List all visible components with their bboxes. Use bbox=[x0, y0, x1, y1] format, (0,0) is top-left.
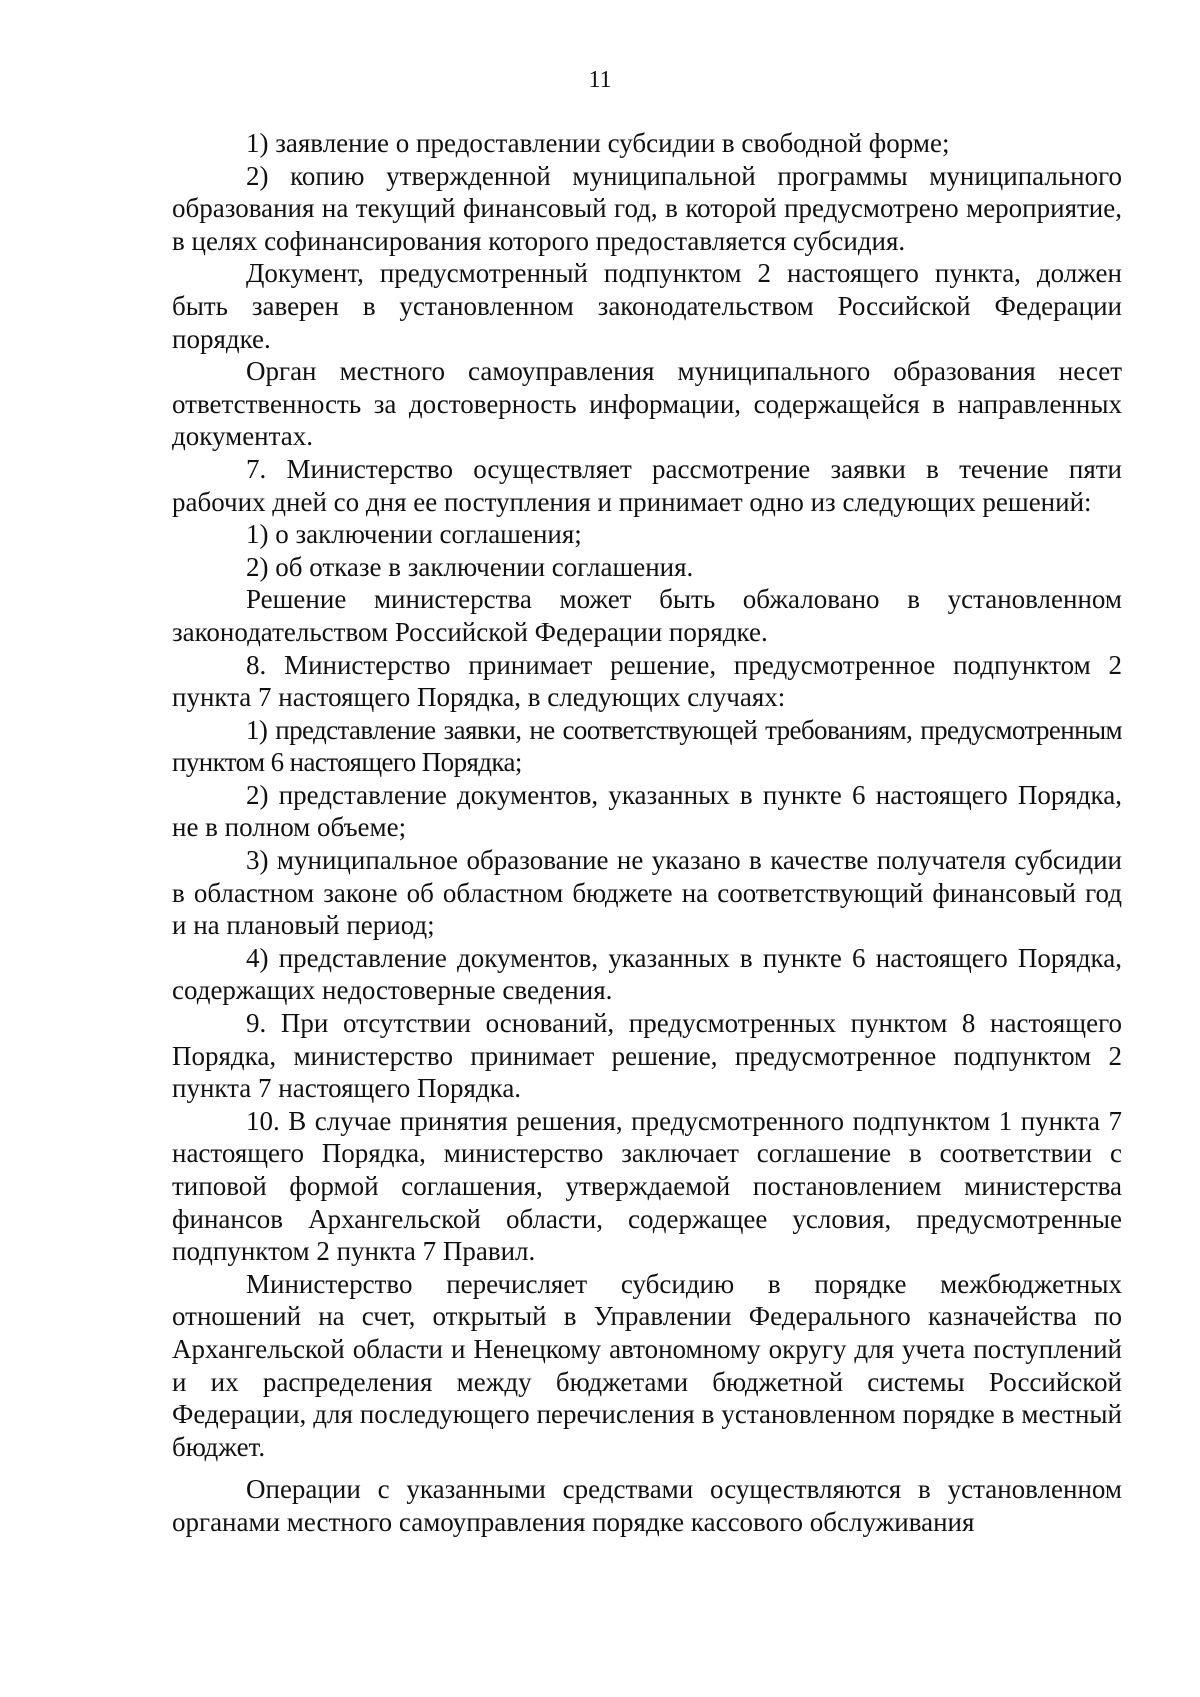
list-item-not-recipient: 3) муниципальное образование не указано в качестве получателя субсидии в областном законе об областном бюджете на соответствующий финансовый год и на плановый период; bbox=[172, 845, 1122, 941]
page-number: 11 bbox=[588, 67, 612, 93]
list-item-refuse-agreement: 2) об отказе в заключении соглашения. bbox=[246, 551, 694, 582]
paragraph-appeal: Решение министерства может быть обжаловано в установленном законодательством Российской Федерации порядке. bbox=[172, 584, 1122, 647]
clause-9: 9. При отсутствии оснований, предусмотренных пунктом 8 настоящего Порядка, министерство принимает решение, предусмотренное подпунктом 2 пункта 7 настоящего Порядка. bbox=[172, 1008, 1122, 1104]
clause-10: 10. В случае принятия решения, предусмотренного подпунктом 1 пункта 7 настоящего Порядка, министерство заключает соглашение в соответствии с типовой формой соглашения, утверждаемой постановлением министерства финансов Архангельской области, содержащее условия, предусмотренные подпунктом 2 пункта 7 Правил. bbox=[172, 1105, 1122, 1267]
paragraph-responsibility: Орган местного самоуправления муниципального образования несет ответственность за достоверность информации, содержащейся в направленных документах. bbox=[172, 356, 1122, 452]
list-item-conclude-agreement: 1) о заключении соглашения; bbox=[246, 519, 582, 550]
list-item-noncompliant-application: 1) представление заявки, не соответствующей требованиям, предусмотренным пунктом 6 настоящего Порядка; bbox=[172, 714, 1122, 778]
clause-7: 7. Министерство осуществляет рассмотрение заявки в течение пяти рабочих дней со дня ее поступления и принимает одно из следующих решений: bbox=[172, 453, 1122, 517]
paragraph-document-certification: Документ, предусмотренный подпунктом 2 настоящего пункта, должен быть заверен в установленном законодательством Российской Федерации порядке. bbox=[172, 258, 1122, 354]
list-item-program-copy: 2) копию утвержденной муниципальной программы муниципального образования на текущий финансовый год, в которой предусмотрено мероприятие, в целях софинансирования которого предоставляется субсидия. bbox=[172, 160, 1122, 256]
clause-8: 8. Министерство принимает решение, предусмотренное подпунктом 2 пункта 7 настоящего Порядка, в следующих случаях: bbox=[172, 649, 1122, 713]
list-item-incomplete-documents: 2) представление документов, указанных в пункте 6 настоящего Порядка, не в полном объеме; bbox=[172, 779, 1122, 843]
list-item-application: 1) заявление о предоставлении субсидии в свободной форме; bbox=[246, 128, 950, 158]
document-body bbox=[172, 127, 1122, 1539]
list-item-false-information: 4) представление документов, указанных в пункте 6 настоящего Порядка, содержащих недостоверные сведения. bbox=[172, 942, 1122, 1006]
paragraph-operations: Операции с указанными средствами осуществляются в установленном органами местного самоуправления порядке кассового обслуживания bbox=[172, 1474, 1122, 1537]
paragraph-transfer: Министерство перечисляет субсидию в порядке межбюджетных отношений на счет, открытый в Управлении Федерального казначейства по Архангельской области и Ненецкому автономному округу для учета поступлений и их распределения между бюджетами бюджетной системы Российской Федерации, для последующего перечисления в установленном порядке в местный бюджет. bbox=[172, 1268, 1122, 1462]
